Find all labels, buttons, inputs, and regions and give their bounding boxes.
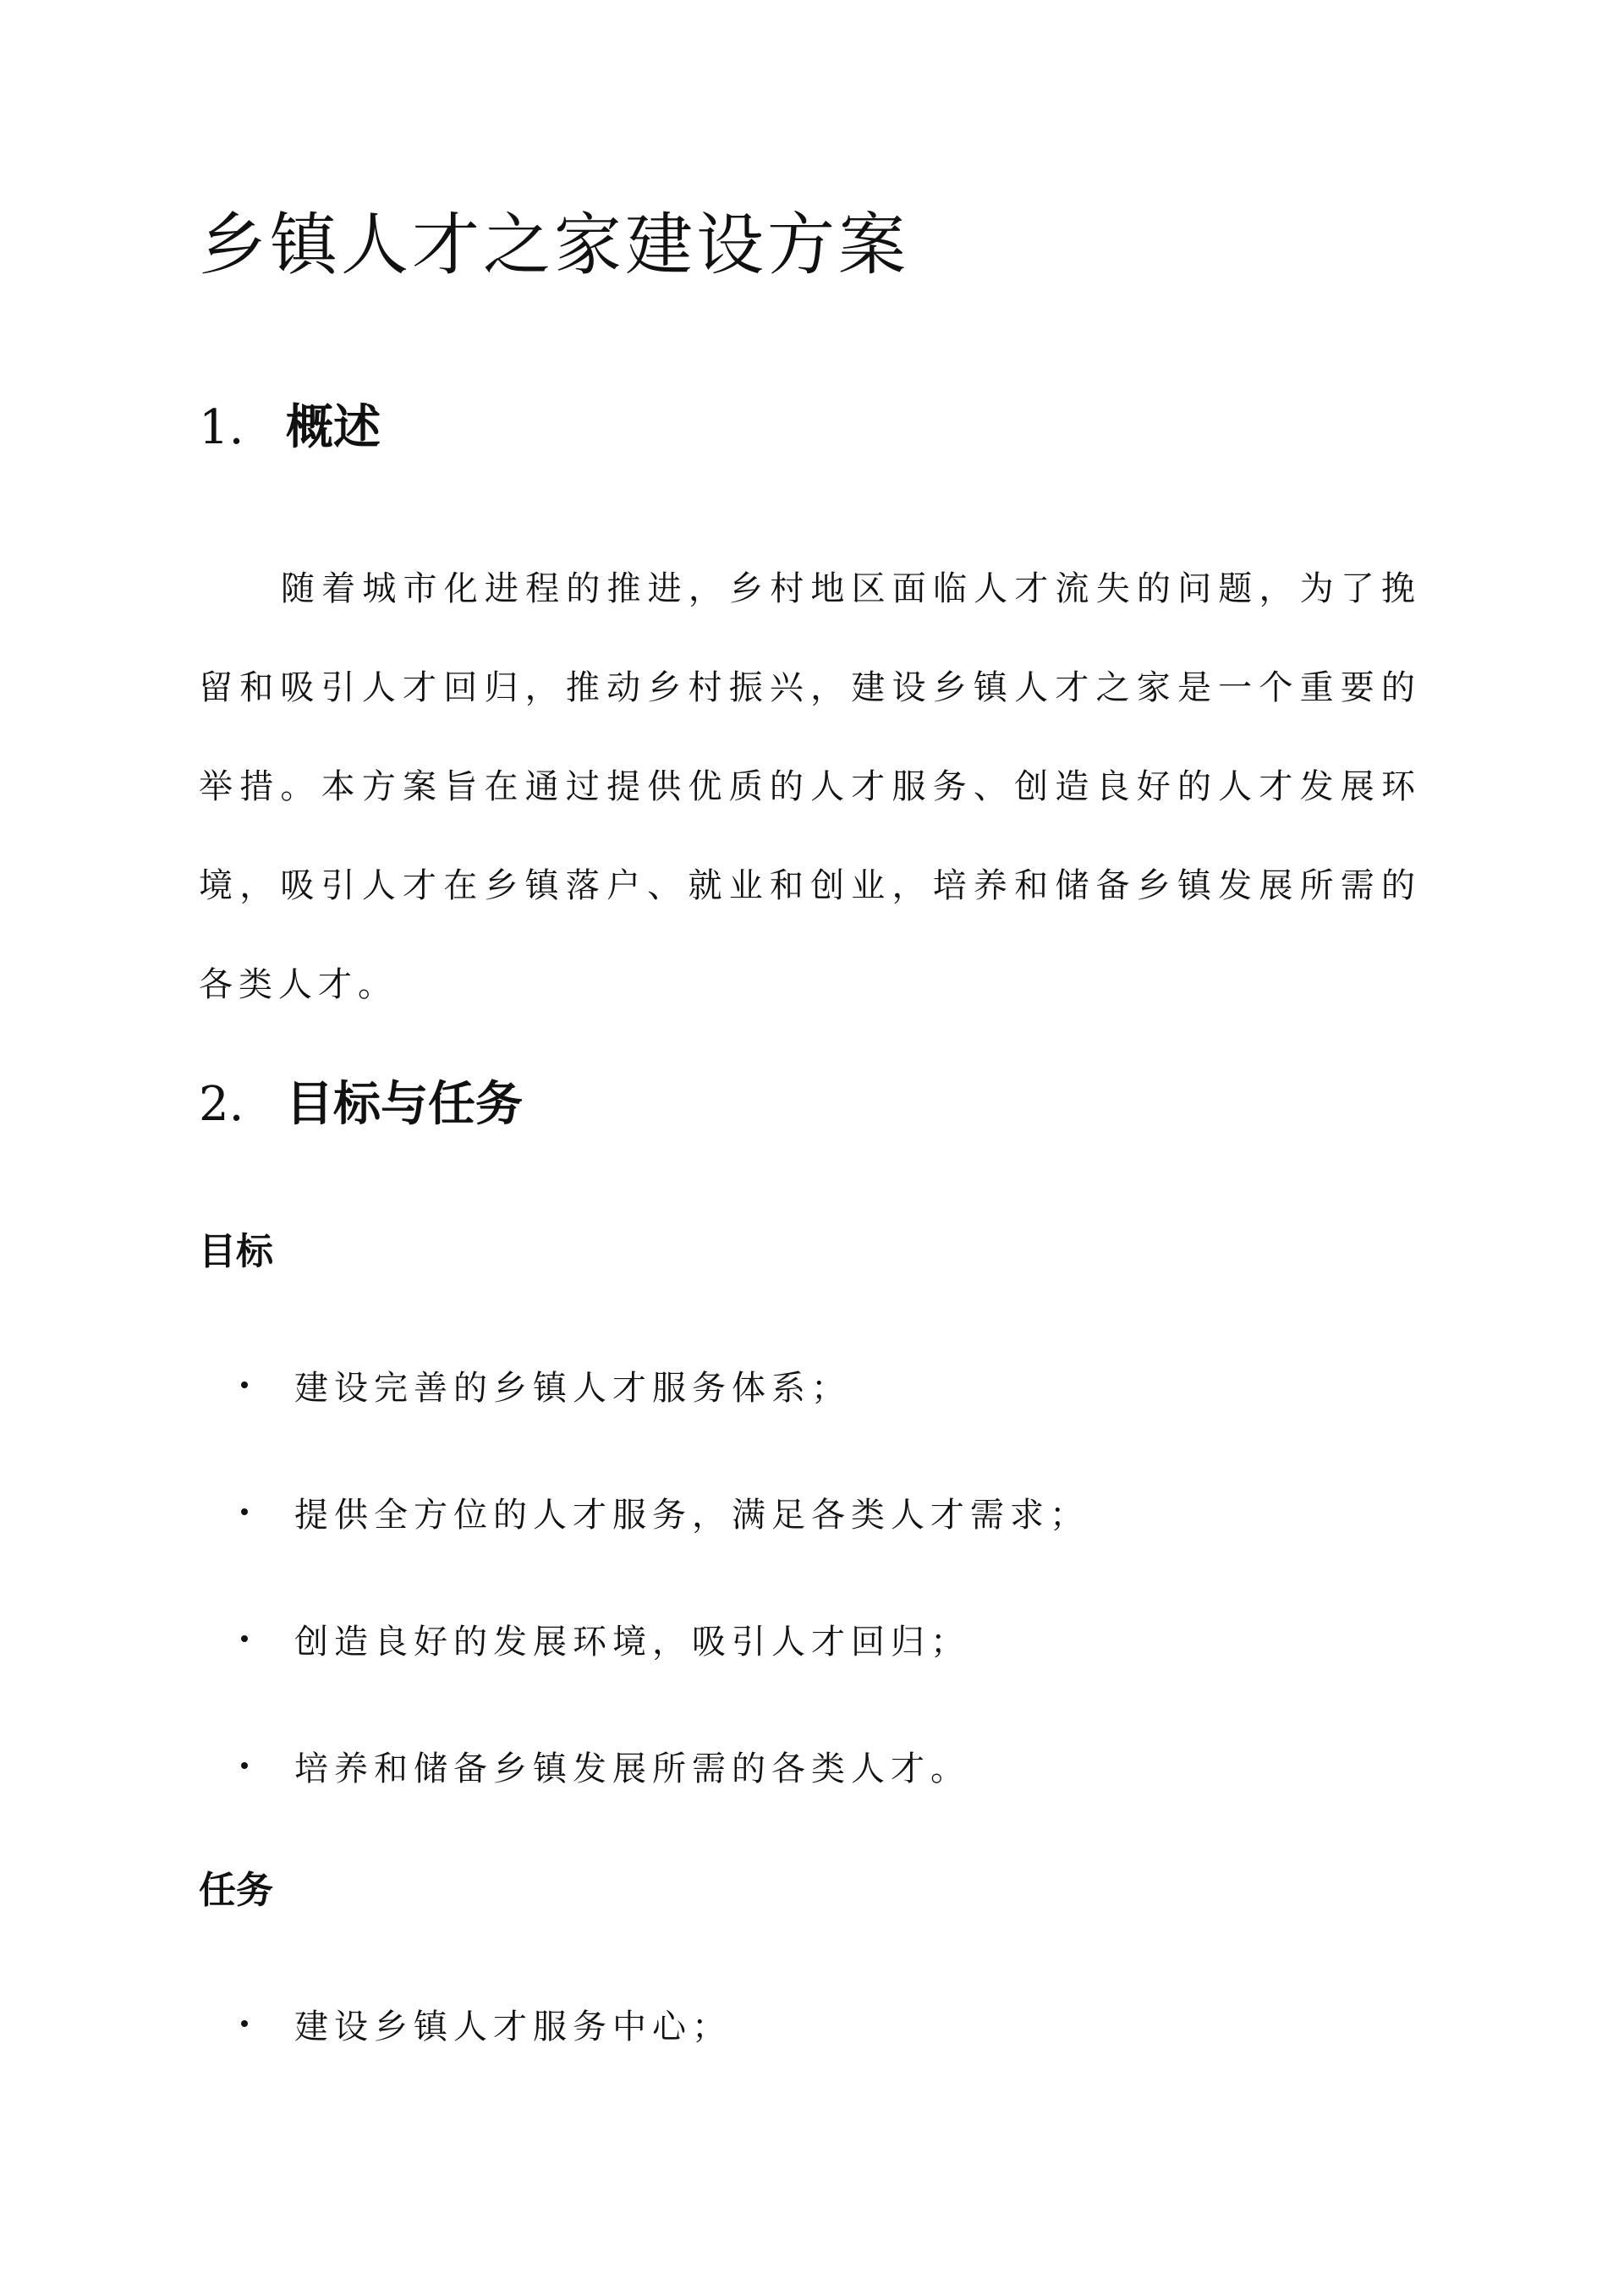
section-number: 2. bbox=[199, 1077, 244, 1132]
goal-text: 培养和储备乡镇发展所需的各类人才。 bbox=[294, 1749, 970, 1788]
section-heading-goals-tasks bbox=[199, 1074, 523, 1134]
bullet-icon bbox=[241, 1381, 248, 1388]
bullet-icon bbox=[241, 2020, 248, 2027]
bullet-icon bbox=[241, 1762, 248, 1769]
goal-list-item bbox=[241, 1740, 970, 1791]
document-title: 乡镇人才之家建设方案 bbox=[199, 206, 909, 284]
section-heading-overview bbox=[199, 398, 381, 458]
goal-list-item bbox=[241, 1613, 970, 1664]
section-title: 概述 bbox=[286, 399, 381, 455]
overview-paragraph: 随着城市化进程的推进，乡村地区面临人才流失的问题，为了挽留和吸引人才回归，推动乡村振兴，建设乡镇人才之家是一个重要的举措。本方案旨在通过提供优质的人才服务、创造良好的人才发展环境，吸引人才在乡镇落户、就业和创业，培养和储备乡镇发展所需的各类人才。 bbox=[199, 569, 1421, 1004]
tasks-subheading: 任务 bbox=[199, 1869, 273, 1912]
section-number: 1. bbox=[199, 400, 244, 455]
bullet-icon bbox=[241, 1635, 248, 1642]
goal-text: 提供全方位的人才服务，满足各类人才需求； bbox=[294, 1495, 1089, 1535]
goal-text: 创造良好的发展环境，吸引人才回归； bbox=[294, 1622, 970, 1662]
goal-text: 建设完善的乡镇人才服务体系； bbox=[294, 1368, 851, 1408]
section-title: 目标与任务 bbox=[286, 1076, 523, 1132]
task-text: 建设乡镇人才服务中心； bbox=[294, 2007, 732, 2046]
goals-subheading: 目标 bbox=[199, 1230, 273, 1273]
bullet-icon bbox=[241, 1508, 248, 1515]
goal-list-item bbox=[241, 1359, 851, 1410]
task-list-item bbox=[241, 1998, 732, 2049]
goal-list-item bbox=[241, 1486, 1089, 1537]
